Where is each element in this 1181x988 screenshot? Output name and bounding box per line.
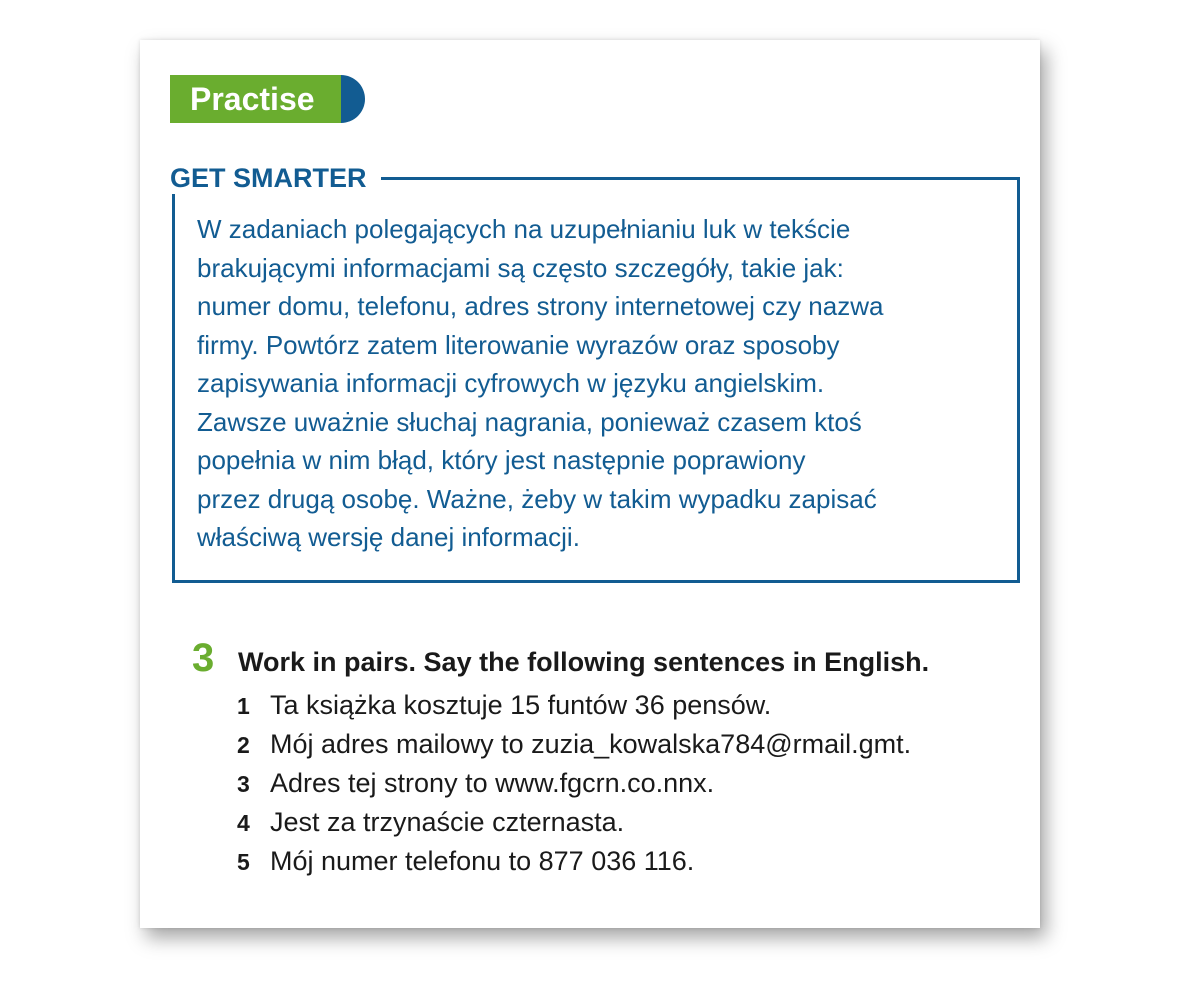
item-number: 1: [237, 693, 250, 719]
get-smarter-line: firmy. Powtórz zatem literowanie wyrazów oraz sposoby: [197, 329, 840, 360]
get-smarter-line: właściwą wersję danej informacji.: [197, 522, 580, 552]
item-text: Ta książka kosztuje 15 funtów 36 pensów.: [270, 690, 772, 720]
get-smarter-text: [197, 210, 1007, 557]
exercise-item: [237, 807, 911, 846]
practise-badge-cap: [341, 75, 365, 123]
get-smarter-line: Zawsze uważnie słuchaj nagrania, ponieważ czasem ktoś: [197, 406, 862, 437]
exercise-item: [237, 690, 911, 729]
get-smarter-line: brakującymi informacjami są często szczegóły, takie jak:: [197, 252, 844, 283]
exercise-card: [140, 40, 1040, 928]
item-text: Mój adres mailowy to zuzia_kowalska784@rmail.gmt.: [270, 729, 912, 759]
item-number: 2: [237, 732, 250, 758]
get-smarter-line: W zadaniach polegających na uzupełnianiu luk w tekście: [197, 214, 851, 244]
get-smarter-line: numer domu, telefonu, adres strony internetowej czy nazwa: [197, 291, 884, 321]
exercise-items: [237, 690, 911, 885]
practise-label: Practise: [170, 75, 341, 123]
item-number: 4: [237, 810, 250, 836]
exercise-number: 3: [192, 636, 215, 680]
get-smarter-header: [170, 158, 1017, 198]
item-text: Adres tej strony to www.fgcrn.co.nnx.: [270, 768, 715, 798]
get-smarter-line: przez drugą osobę. Ważne, żeby w takim wypadku zapisać: [197, 483, 877, 514]
practise-badge: [170, 75, 365, 123]
exercise-item: [237, 768, 911, 807]
get-smarter-line: popełnia w nim błąd, który jest następnie poprawiony: [197, 445, 806, 475]
exercise-item: [237, 729, 911, 768]
exercise-instruction: Work in pairs. Say the following sentences in English.: [238, 647, 930, 677]
item-text: Mój numer telefonu to 877 036 116.: [270, 846, 695, 876]
get-smarter-line: zapisywania informacji cyfrowych w języku angielskim.: [197, 368, 825, 398]
item-text: Jest za trzynaście czternasta.: [270, 807, 625, 837]
get-smarter-title: GET SMARTER: [170, 163, 381, 194]
item-number: 5: [237, 849, 250, 875]
item-number: 3: [237, 771, 250, 797]
exercise-header: [192, 636, 929, 681]
exercise-item: [237, 846, 911, 885]
get-smarter-rule: [381, 177, 1017, 180]
